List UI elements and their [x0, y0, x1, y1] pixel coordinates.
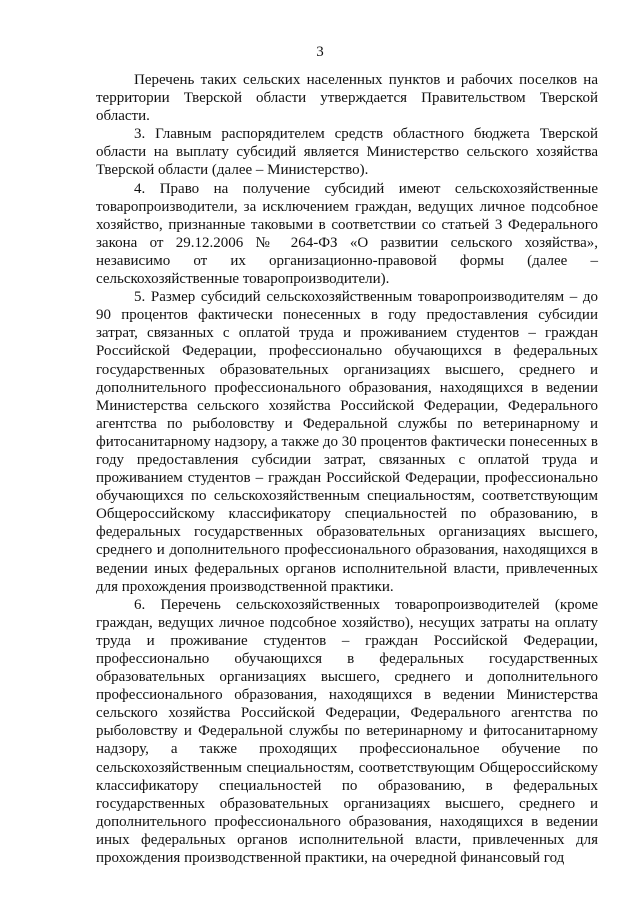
paragraph-3: 3. Главным распорядителем средств областного бюджета Тверской области на выплату субсидий является Министерство сельского хозяйства Тверской области (далее – Министерство).: [96, 126, 598, 179]
paragraph-5: 5. Размер субсидий сельскохозяйственным товаропроизводителям – до 90 процентов фактически понесенных в году предоставления субсидии затрат, связанных с оплатой труда и проживанием студентов – граждан Российской Федерации, профессионально обучающихся в федеральных государственных образовательных организациях высшего, среднего и дополнительного профессионального образования, находящихся в ведении Министерства сельского хозяйства Российской Федерации, Федерального агентства по рыболовству и Федеральной службы по ветеринарному и фитосанитарному надзору, а также до 30 процентов фактически понесенных в году предоставления субсидии затрат, связанных с оплатой труда и проживанием студентов – граждан Российской Федерации, профессионально обучающихся по сельскохозяйственным специальностям, соответствующим Общероссийскому классификатору специальностей по образованию, в федеральных государственных образовательных организациях высшего, среднего и дополнительного профессионального образования, находящихся в ведении иных федеральных органов исполнительной власти, привлеченных для прохождения производственной практики.: [96, 289, 598, 595]
page-number: 3: [316, 44, 324, 60]
document-body: [96, 71, 598, 867]
paragraph-intro: Перечень таких сельских населенных пунктов и рабочих поселков на территории Тверской области утверждается Правительством Тверской области.: [96, 72, 598, 125]
paragraph-4: 4. Право на получение субсидий имеют сельскохозяйственные товаропроизводители, за исключением граждан, ведущих личное подсобное хозяйство, признанные таковыми в соответствии со статьей 3 Федерального закона от 29.12.2006 № 264-ФЗ «О развитии сельского хозяйства», независимо от их организационно-правовой формы (далее – сельскохозяйственные товаропроизводители).: [96, 180, 598, 288]
paragraph-6: 6. Перечень сельскохозяйственных товаропроизводителей (кроме граждан, ведущих личное подсобное хозяйство), несущих затраты на оплату труда и проживание студентов – граждан Российской Федерации, профессионально обучающихся в федеральных государственных образовательных организациях высшего, среднего и дополнительного профессионального образования, находящихся в ведении Министерства сельского хозяйства Российской Федерации, Федерального агентства по рыболовству и Федеральной службы по ветеринарному и фитосанитарному надзору, а также проходящих профессиональное обучение по сельскохозяйственным специальностям, соответствующим Общероссийскому классификатору специальностей по образованию, в федеральных государственных образовательных организациях высшего, среднего и дополнительного профессионального образования, находящихся в ведении иных федеральных органов исполнительной власти, привлеченных для прохождения производственной практики, на очередной финансовый год: [96, 596, 598, 867]
